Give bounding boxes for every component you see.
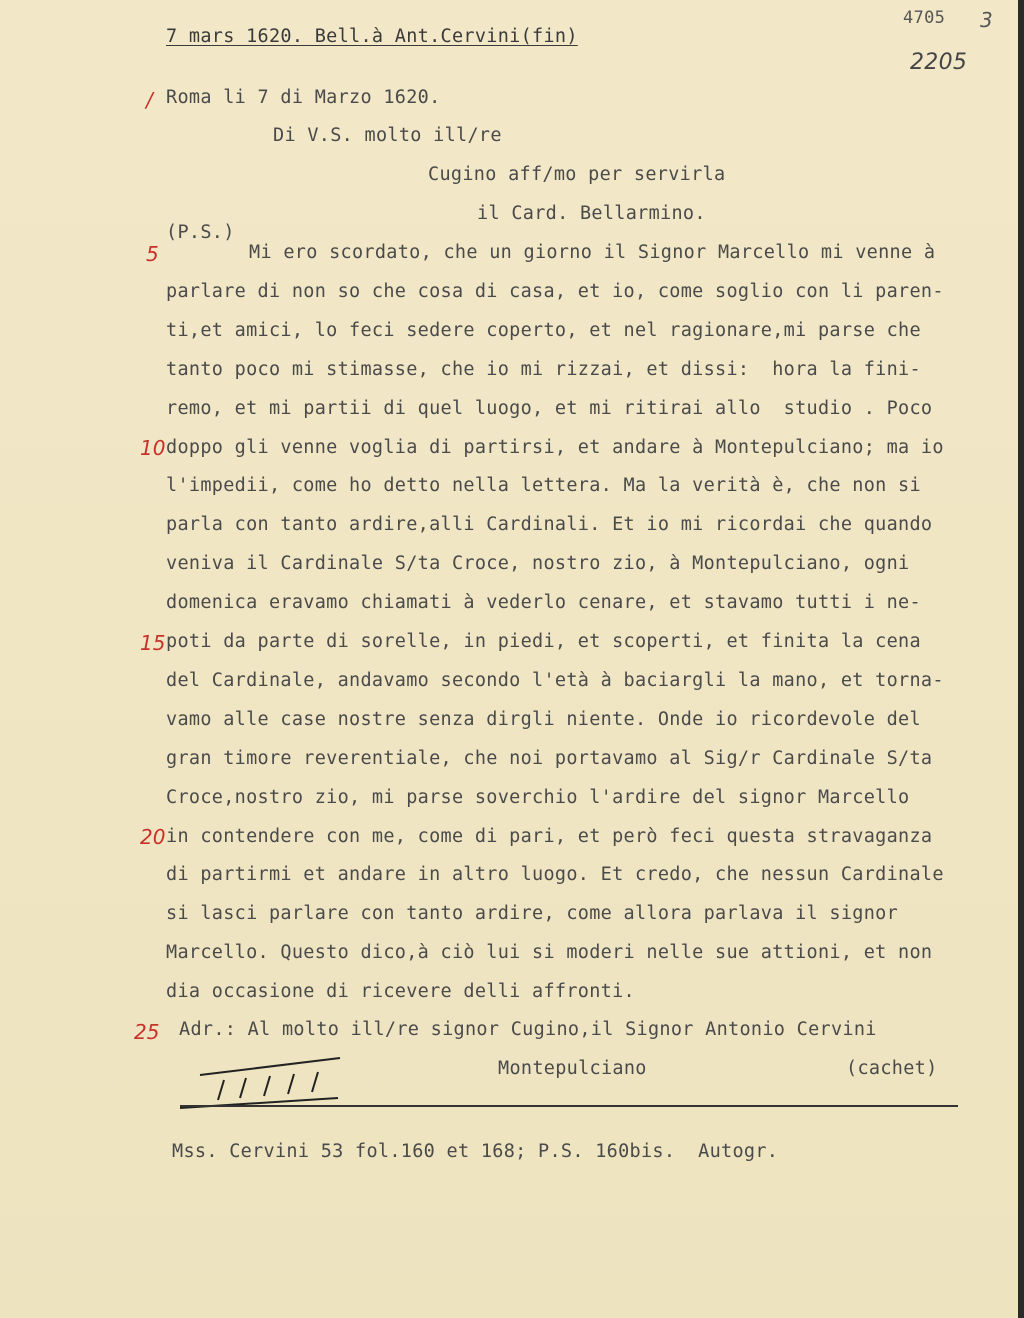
margin-line-number-25: 25 (134, 1020, 160, 1044)
margin-line-number-20: 20 (140, 825, 166, 849)
body-line: ti,et amici, lo feci sedere coperto, et nel ragionare,mi parse che (166, 319, 921, 341)
margin-slash-mark: / (146, 88, 153, 112)
body-line: Croce,nostro zio, mi parse soverchio l'ardire del signor Marcello (166, 786, 910, 808)
destination: Montepulciano (498, 1058, 647, 1079)
salutation: Di V.S. molto ill/re (273, 125, 502, 146)
body-line: parlare di non so che cosa di casa, et io, come soglio con li paren- (166, 280, 944, 302)
margin-line-number-5: 5 (146, 242, 159, 266)
body-line: poti da parte di sorelle, in piedi, et scoperti, et finita la cena (166, 631, 921, 652)
handwritten-folio: 2205 (910, 50, 968, 75)
body-line: del Cardinale, andavamo secondo l'età à baciargli la mano, et torna- (166, 669, 944, 691)
body-line: di partirmi et andare in altro luogo. Et credo, che nessun Cardinale (166, 864, 944, 886)
body-line: l'impedii, come ho detto nella lettera. Ma la verità è, che non si (166, 475, 921, 497)
body-line: vamo alle case nostre senza dirgli niente. Onde io ricordevole del (166, 708, 921, 730)
body-line: tanto poco mi stimasse, che io mi rizzai, et dissi: hora la fini- (166, 358, 921, 380)
body-line: domenica eravamo chiamati à vederlo cenare, et stavamo tutti i ne- (166, 592, 921, 614)
body-line: Mi ero scordato, che un giorno il Signor Marcello mi venne à (249, 242, 936, 263)
body-line: veniva il Cardinale S/ta Croce, nostro zio, à Montepulciano, ogni (166, 553, 910, 575)
body-line: doppo gli venne voglia di partirsi, et andare à Montepulciano; ma io (166, 436, 944, 458)
hatch-mark-drawing (180, 1050, 350, 1120)
closing-line-1: Cugino aff/mo per servirla (428, 164, 726, 185)
date-line: Roma li 7 di Marzo 1620. (166, 87, 441, 108)
margin-line-number-10: 10 (140, 436, 166, 460)
document-header: 7 mars 1620. Bell.à Ant.Cervini(fin) (166, 26, 578, 47)
body-line: Marcello. Questo dico,à ciò lui si moderi nelle sue attioni, et non (166, 942, 933, 964)
body-line: si lasci parlare con tanto ardire, come allora parlava il signor (166, 903, 899, 925)
source-citation: Mss. Cervini 53 fol.160 et 168; P.S. 160bis. Autogr. (172, 1141, 779, 1162)
body-line: remo, et mi partii di quel luogo, et mi ritirai allo studio . Poco (166, 397, 933, 419)
ps-label: (P.S.) (166, 222, 235, 243)
scan-edge (1018, 0, 1024, 1318)
body-line: parla con tanto ardire,alli Cardinali. Et io mi ricordai che quando (166, 514, 933, 536)
body-line: gran timore reverentiale, che noi portavamo al Sig/r Cardinale S/ta (166, 747, 933, 769)
footer-rule (180, 1105, 958, 1107)
seal-note: (cachet) (846, 1058, 938, 1079)
margin-line-number-15: 15 (140, 631, 166, 655)
body-line: dia occasione di ricevere delli affronti. (166, 981, 635, 1003)
archive-number: 4705 (903, 8, 946, 28)
body-line: in contendere con me, come di pari, et però feci questa stravaganza (166, 825, 933, 847)
address-line: Adr.: Al molto ill/re signor Cugino,il Signor Antonio Cervini (179, 1019, 877, 1040)
sheet-number: 3 (980, 8, 994, 32)
closing-signature: il Card. Bellarmino. (477, 203, 706, 224)
